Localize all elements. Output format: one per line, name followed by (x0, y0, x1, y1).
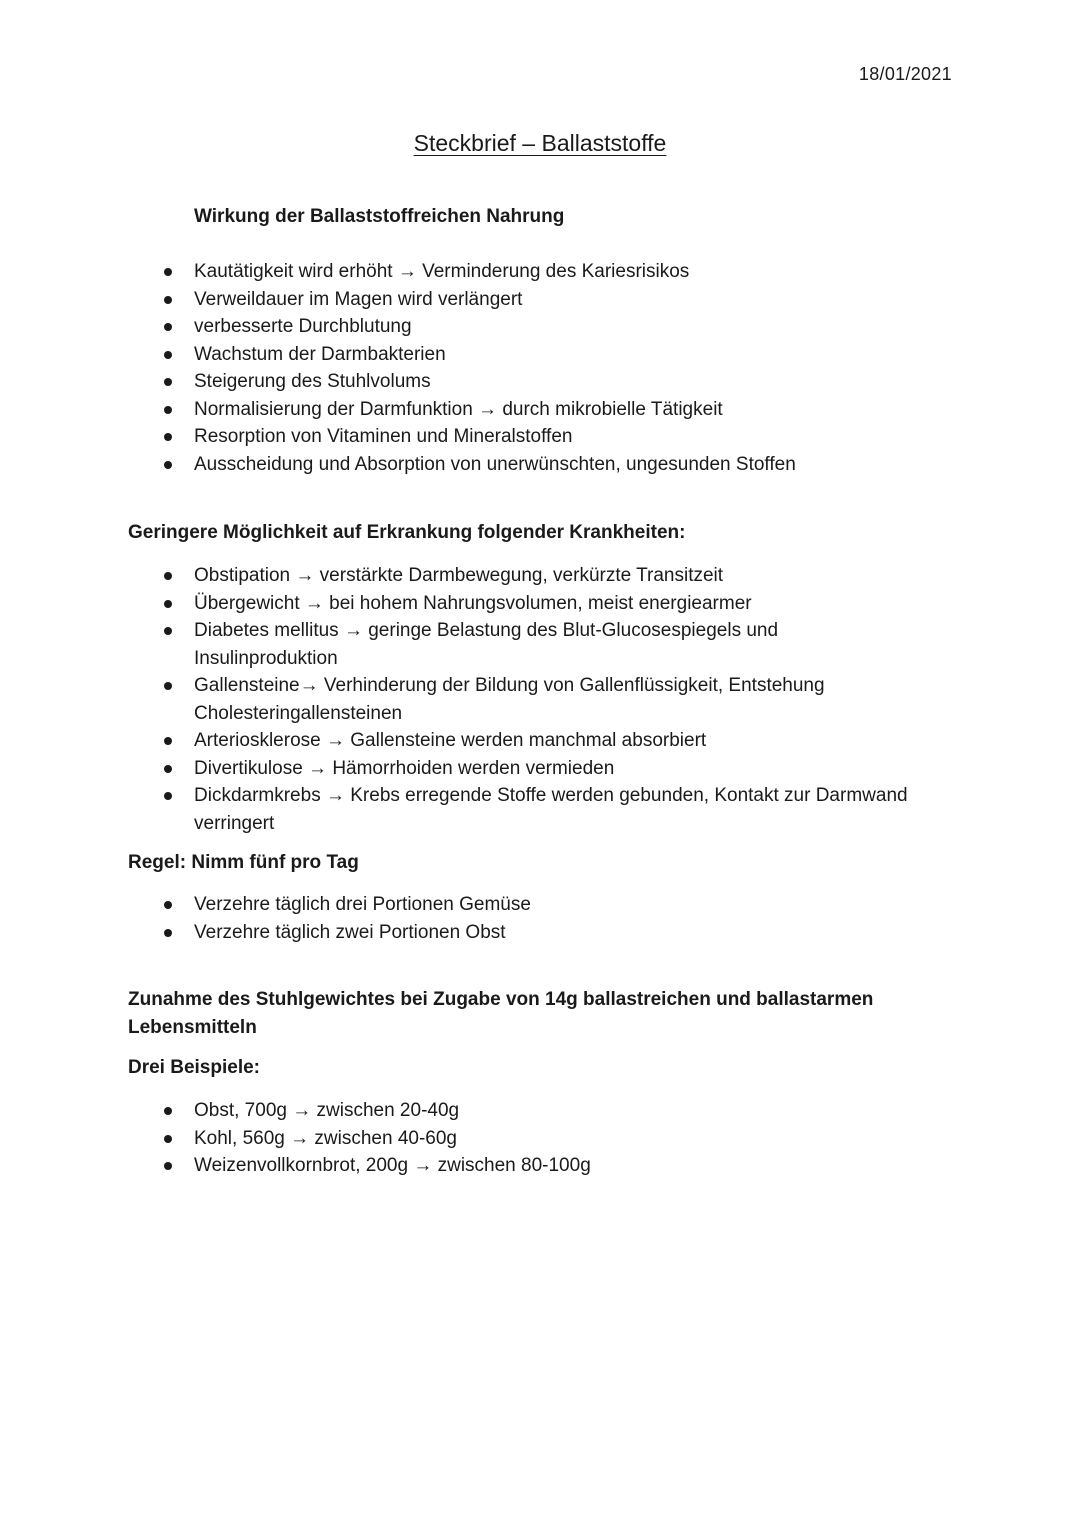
list-item: Diabetes mellitus → geringe Belastung des Blut-Glucosespiegels und Insulinproduktion (160, 617, 834, 672)
list-item: Verweildauer im Magen wird verlängert (160, 286, 960, 314)
list-item: Obstipation → verstärkte Darmbewegung, verkürzte Transitzeit (160, 562, 950, 590)
list-item: Ausscheidung und Absorption von unerwünschten, ungesunden Stoffen (160, 451, 960, 479)
document-date: 18/01/2021 (858, 64, 952, 84)
list-item: Obst, 700g → zwischen 20-40g (160, 1097, 960, 1125)
wirkung-list (160, 258, 960, 478)
list-item: Wachstum der Darmbakterien (160, 341, 960, 369)
document-title (0, 130, 1080, 157)
list-item: Arteriosklerose → Gallensteine werden manchmal absorbiert (160, 727, 950, 755)
section-heading-wirkung: Wirkung der Ballaststoffreichen Nahrung (194, 206, 565, 227)
list-item: Divertikulose → Hämorrhoiden werden vermieden (160, 755, 950, 783)
list-item: Normalisierung der Darmfunktion → durch mikrobielle Tätigkeit (160, 396, 960, 424)
section-subheading-beispiele: Drei Beispiele: (128, 1057, 260, 1078)
document-title-text: Steckbrief – Ballaststoffe (413, 130, 667, 156)
section-heading-stuhlgewicht: Zunahme des Stuhlgewichtes bei Zugabe von 14g ballastreichen und ballastarmen Lebensmitteln (128, 989, 874, 1038)
list-item: Dickdarmkrebs → Krebs erregende Stoffe werden gebunden, Kontakt zur Darmwand verringert (160, 782, 950, 837)
list-item: verbesserte Durchblutung (160, 313, 960, 341)
section-heading-regel: Regel: Nimm fünf pro Tag (128, 852, 359, 873)
list-item: Kautätigkeit wird erhöht → Verminderung des Kariesrisikos (160, 258, 960, 286)
beispiele-list (160, 1097, 960, 1180)
krankheiten-list (160, 562, 950, 837)
list-item: Weizenvollkornbrot, 200g → zwischen 80-100g (160, 1152, 960, 1180)
section-heading-krankheiten: Geringere Möglichkeit auf Erkrankung folgender Krankheiten: (128, 522, 686, 543)
list-item: Verzehre täglich zwei Portionen Obst (160, 919, 960, 947)
list-item: Resorption von Vitaminen und Mineralstoffen (160, 423, 960, 451)
list-item: Verzehre täglich drei Portionen Gemüse (160, 891, 960, 919)
list-item: Übergewicht → bei hohem Nahrungsvolumen, meist energiearmer (160, 590, 950, 618)
regel-list (160, 891, 960, 946)
list-item: Steigerung des Stuhlvolums (160, 368, 960, 396)
list-item: Gallensteine→ Verhinderung der Bildung von Gallenflüssigkeit, Entstehung Cholesteringallensteinen (160, 672, 894, 727)
list-item: Kohl, 560g → zwischen 40-60g (160, 1125, 960, 1153)
